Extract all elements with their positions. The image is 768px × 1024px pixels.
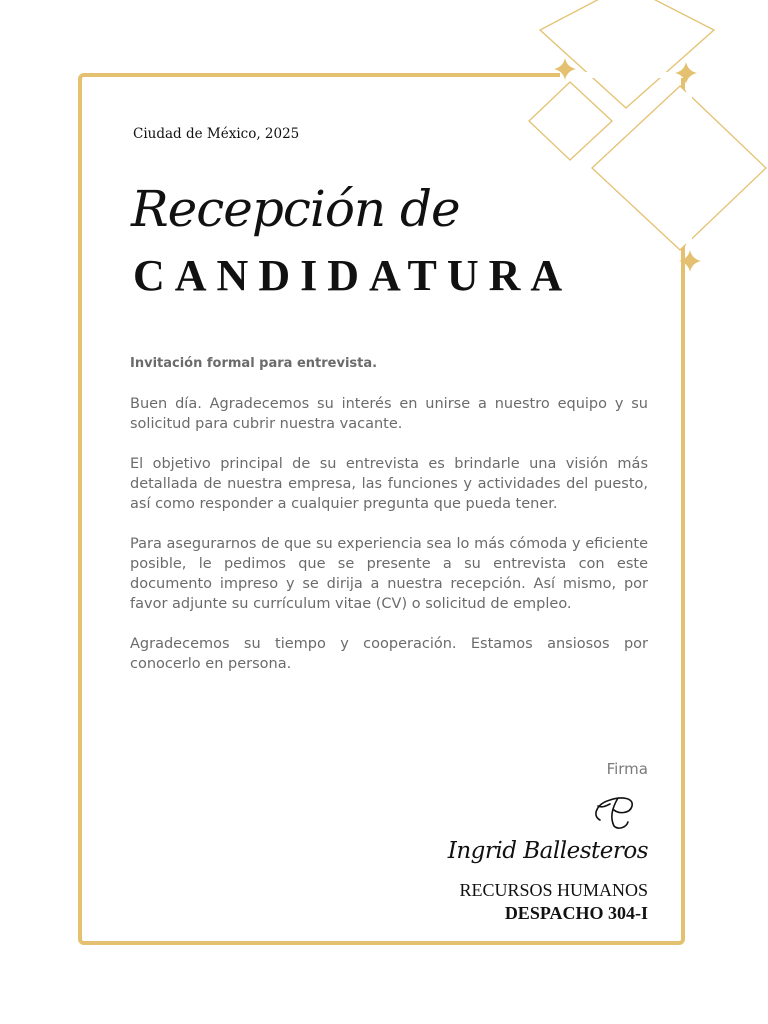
department: RECURSOS HUMANOS: [459, 880, 648, 900]
title-caps: CANDIDATURA: [133, 251, 573, 300]
paragraph: Buen día. Agradecemos su interés en unirse a nuestro equipo y su solicitud para cubrir nuestra vacante.: [130, 396, 648, 432]
letter-body: [130, 354, 648, 694]
signature-label: Firma: [606, 760, 648, 778]
signer-department-block: [459, 879, 648, 925]
title-script: Recepción de: [131, 180, 460, 238]
paragraph: Agradecemos su tiempo y cooperación. Estamos ansiosos por conocerlo en persona.: [130, 636, 648, 672]
paragraph: Para asegurarnos de que su experiencia sea lo más cómoda y eficiente posible, le pedimos que se presente a su entrevista con este documento impreso y se dirija a nuestra recepción. Así mismo, por favor adjunte su currículum vitae (CV) o solicitud de empleo.: [130, 536, 648, 612]
letter-subtitle: Invitación formal para entrevista.: [130, 356, 378, 371]
city-date: Ciudad de México, 2025: [133, 126, 300, 142]
office: DESPACHO 304-I: [504, 903, 648, 923]
signer-name: Ingrid Ballesteros: [447, 838, 648, 864]
handwritten-signature-icon: [588, 786, 648, 834]
signature-block: [447, 760, 648, 923]
paragraph: El objetivo principal de su entrevista es brindarle una visión más detallada de nuestra empresa, las funciones y actividades del puesto, así como responder a cualquier pregunta que pueda tener.: [130, 456, 648, 512]
